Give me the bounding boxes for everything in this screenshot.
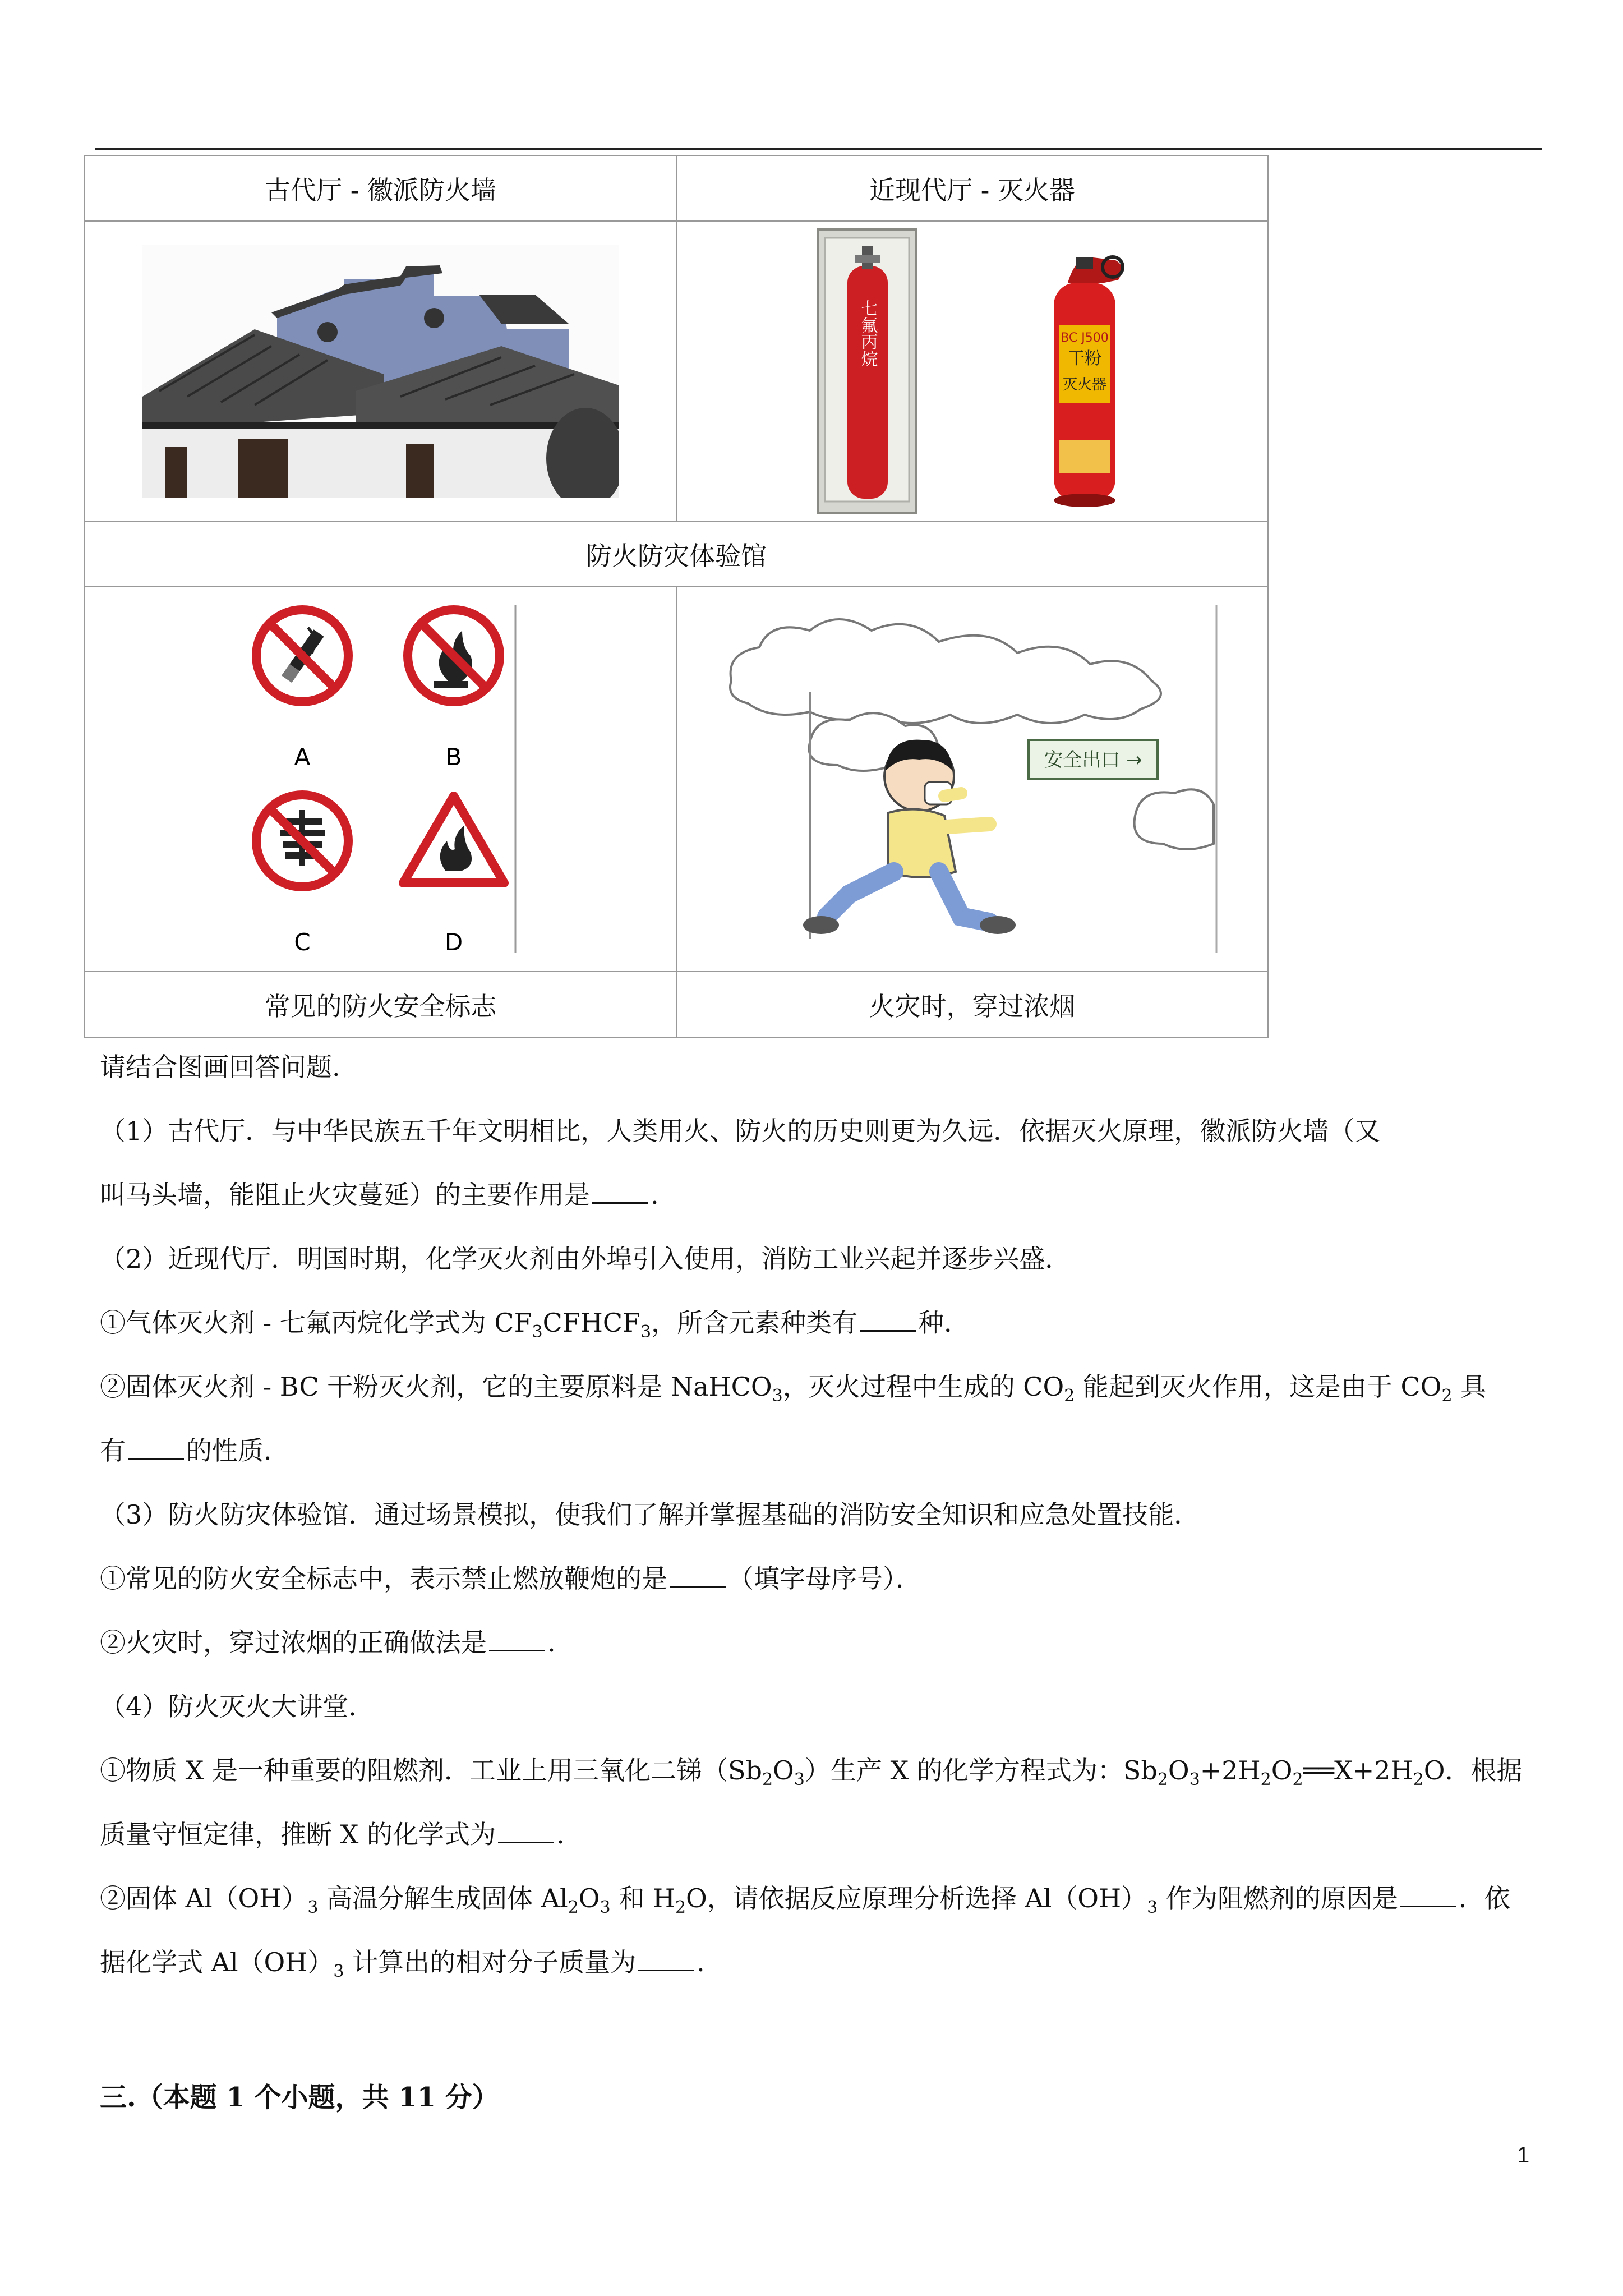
figure-table — [84, 155, 1269, 1038]
sign-label-a: A — [294, 743, 310, 771]
experience-hall-caption: 防火防灾体验馆 — [85, 521, 1268, 587]
question-4-1-line-2: 质量守恒定律，推断 X 的化学式为 . — [100, 1819, 565, 1849]
safety-signs-figure — [241, 602, 521, 956]
extinguisher-label-1: BC J500 — [1060, 331, 1109, 345]
sign-label-b: B — [445, 743, 462, 771]
answer-blank[interactable] — [1400, 1883, 1456, 1907]
question-4-1-line-1: ①物质 X 是一种重要的阻燃剂．工业上用三氧化二锑$(Sb_2O_3)$生产 X 的化学方程式为：$Sb_2O_3+2H_2O_2══X+2H_2O$．根据 — [100, 1755, 1523, 1789]
question-3-2: ②火灾时，穿过浓烟的正确做法是 . — [100, 1627, 556, 1658]
answer-blank[interactable] — [489, 1627, 545, 1651]
answer-blank[interactable] — [128, 1435, 184, 1460]
question-3-1: ①常见的防火安全标志中，表示禁止燃放鞭炮的是 （填字母序号）． — [100, 1563, 921, 1594]
answer-blank[interactable] — [638, 1947, 694, 1971]
firewall-photo-cell — [85, 221, 676, 521]
exit-sign-text: 安全出口 → — [1043, 749, 1142, 771]
question-2-2-line-1: ②固体灭火剂 - BC 干粉灭火剂，它的主要原料是 NaHCO$_3$，灭火过程中生成的 $CO_2$ 能起到灭火作用，这是由于 $CO_2$ 具 — [100, 1372, 1487, 1406]
no-open-flame-sign-icon — [408, 610, 500, 702]
question-3: （3）防火防灾体验馆．通过场景模拟，使我们了解并掌握基础的消防安全知识和应急处置技能． — [100, 1499, 1200, 1530]
question-4-2-line-2: 据化学式 $Al(OH)_3$ 计算出的相对分子质量为 . — [100, 1947, 705, 1981]
question-4: （4）防火灭火大讲堂． — [100, 1691, 375, 1722]
modern-hall-caption: 近现代厅 - 灭火器 — [676, 155, 1268, 221]
sign-label-d: D — [444, 928, 463, 956]
safety-signs-cell — [85, 587, 676, 972]
question-text — [100, 1035, 1547, 1994]
answer-blank[interactable] — [670, 1563, 726, 1588]
no-firecrackers-sign-icon — [256, 795, 348, 887]
smoke-escape-illustration — [726, 602, 1219, 956]
question-2-2-line-2: 有 的性质． — [100, 1435, 289, 1466]
no-smoking-sign-icon — [256, 610, 348, 702]
smoke-escape-cell — [676, 587, 1268, 972]
question-4-2-line-1: ②固体 $Al(OH)_3$ 高温分解生成固体 $Al_2O_3$ 和 $H_2O$，请依据反应原理分析选择 $Al(OH)_3$ 作为阻燃剂的原因是 ．依 — [100, 1883, 1510, 1917]
page-number: 1 — [1517, 2143, 1530, 2168]
header-rule — [95, 148, 1542, 150]
cylinder-label: 七氟丙烷 — [857, 300, 877, 367]
question-1-line-2: 叫马头墙，能阻止火灾蔓延）的主要作用是 . — [100, 1180, 659, 1210]
answer-blank[interactable] — [860, 1308, 916, 1332]
safety-signs-caption: 常见的防火安全标志 — [85, 972, 676, 1037]
extinguisher-label-2: 干粉 — [1067, 349, 1101, 369]
question-2: （2）近现代厅．明国时期，化学灭火剂由外埠引入使用，消防工业兴起并逐步兴盛． — [100, 1244, 1071, 1274]
section-title: 三.（本题 1 个小题，共 11 分） — [100, 2082, 499, 2113]
question-1-line-1: （1）古代厅．与中华民族五千年文明相比，人类用火、防火的历史则更为久远．依据灭火原理，徽派防火墙（又 — [100, 1116, 1381, 1146]
question-2-1: ①气体灭火剂 - 七氟丙烷化学式为 $CF_3CFHCF_3$，所含元素种类有 种． — [100, 1308, 970, 1342]
huizhou-firewall-photo — [142, 245, 619, 498]
answer-blank[interactable] — [592, 1180, 648, 1204]
answer-blank[interactable] — [498, 1819, 554, 1843]
extinguisher-photo-cell — [676, 221, 1268, 521]
extinguisher-label-3: 灭火器 — [1062, 376, 1106, 393]
fire-extinguisher-photo — [813, 227, 1132, 516]
ancient-hall-caption: 古代厅 - 徽派防火墙 — [85, 155, 676, 221]
smoke-escape-caption: 火灾时，穿过浓烟 — [676, 972, 1268, 1037]
question-intro: 请结合图画回答问题. — [100, 1052, 340, 1082]
sign-label-c: C — [293, 928, 311, 956]
